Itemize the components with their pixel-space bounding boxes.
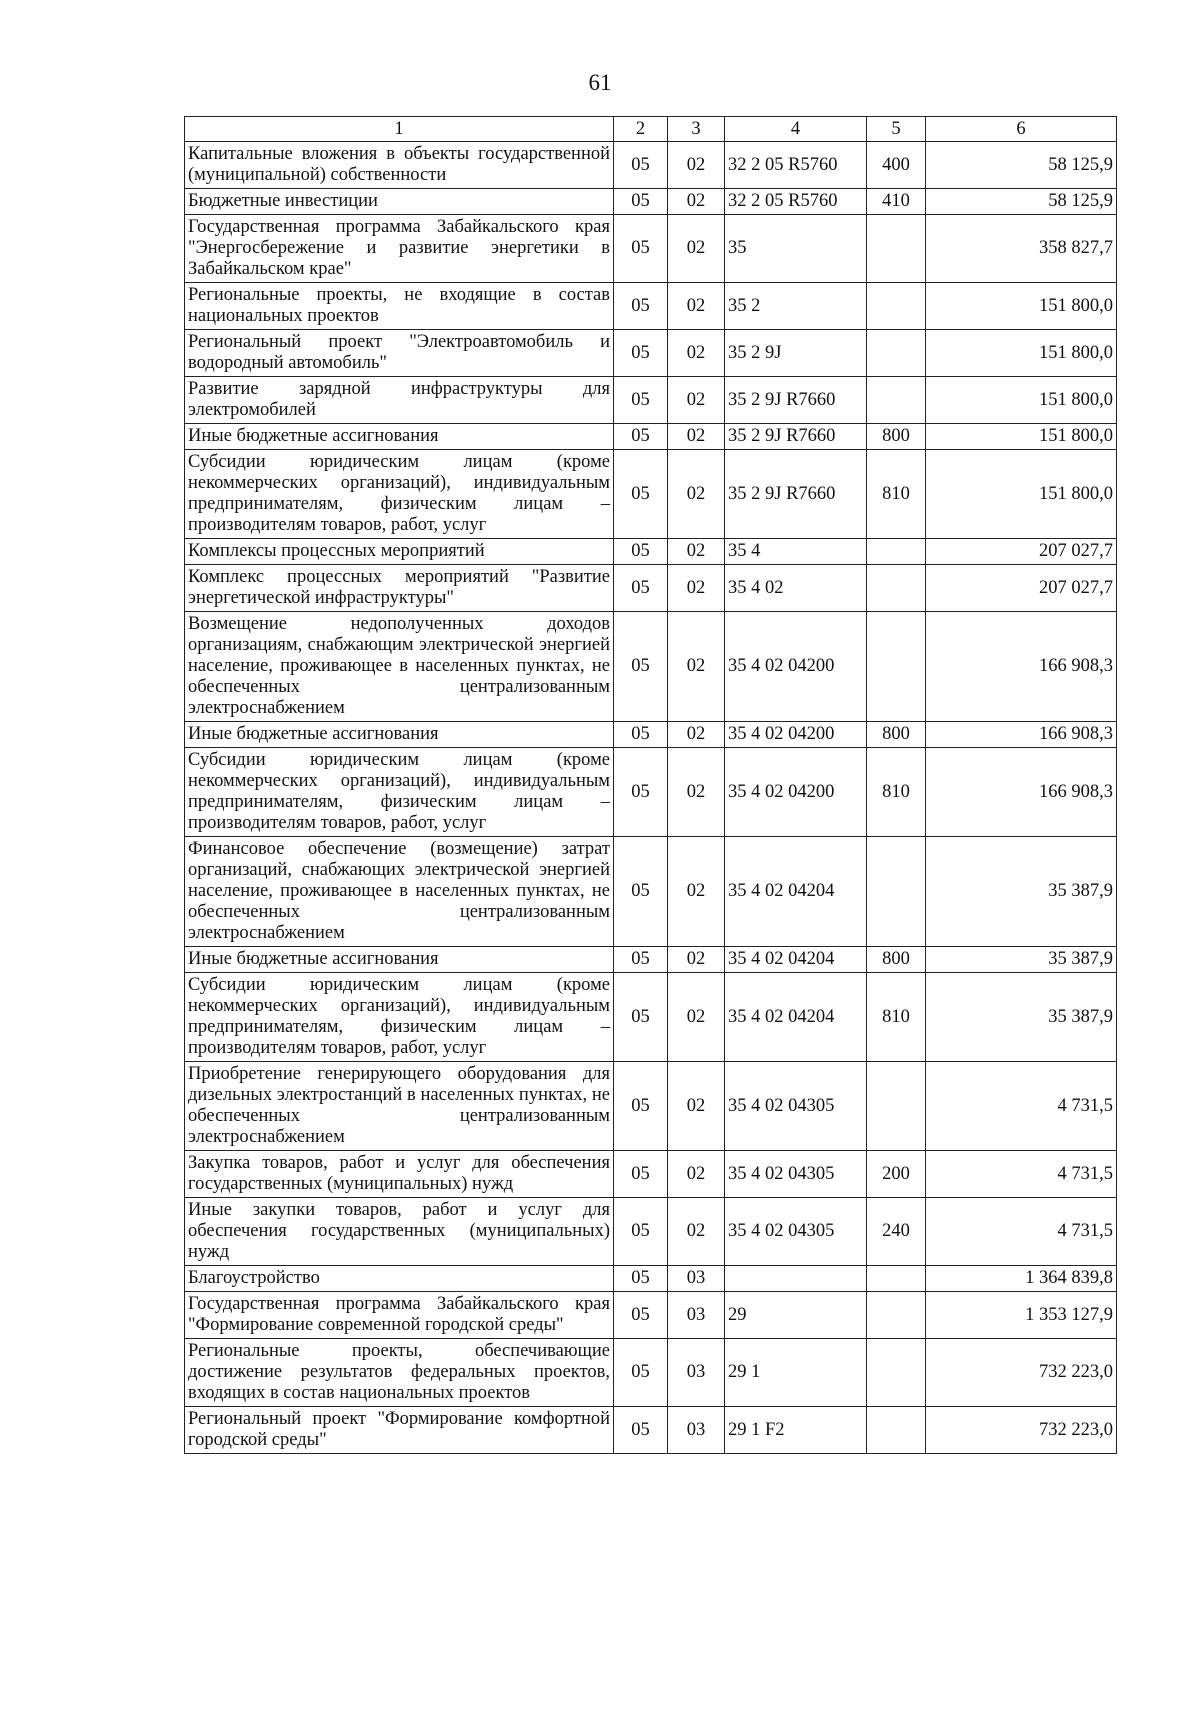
row-section-cell: 05	[614, 189, 668, 215]
row-expense-type-cell: 810	[867, 748, 926, 837]
table-row	[185, 1292, 1117, 1339]
table-row	[185, 330, 1117, 377]
row-target-article-cell: 35 4 02 04200	[725, 612, 867, 722]
row-expense-type-cell	[867, 1062, 926, 1151]
row-target-article-cell	[725, 1266, 867, 1292]
row-section-cell: 05	[614, 1407, 668, 1454]
row-name-cell: Иные бюджетные ассигнования	[185, 722, 614, 748]
row-amount-cell: 35 387,9	[926, 837, 1117, 947]
row-target-article-cell: 35 4 02 04200	[725, 748, 867, 837]
row-target-article-cell: 32 2 05 R5760	[725, 189, 867, 215]
table-row	[185, 1339, 1117, 1407]
row-expense-type-cell	[867, 1266, 926, 1292]
row-target-article-cell: 35 4 02 04204	[725, 947, 867, 973]
row-subsection-cell: 02	[668, 283, 725, 330]
table-row	[185, 1407, 1117, 1454]
row-subsection-cell: 02	[668, 973, 725, 1062]
row-amount-cell: 58 125,9	[926, 189, 1117, 215]
row-expense-type-cell	[867, 1292, 926, 1339]
table-row	[185, 539, 1117, 565]
row-section-cell: 05	[614, 837, 668, 947]
row-expense-type-cell	[867, 215, 926, 283]
row-amount-cell: 4 731,5	[926, 1151, 1117, 1198]
row-amount-cell: 1 364 839,8	[926, 1266, 1117, 1292]
table-row	[185, 142, 1117, 189]
column-header-target-article: 4	[725, 117, 867, 142]
column-header-name: 1	[185, 117, 614, 142]
page-number: 61	[588, 70, 612, 95]
column-header-section: 2	[614, 117, 668, 142]
row-name-cell: Закупка товаров, работ и услуг для обеспечения государственных (муниципальных) нужд	[185, 1151, 614, 1198]
row-section-cell: 05	[614, 330, 668, 377]
row-section-cell: 05	[614, 612, 668, 722]
row-subsection-cell: 02	[668, 215, 725, 283]
row-expense-type-cell	[867, 612, 926, 722]
row-section-cell: 05	[614, 1339, 668, 1407]
row-section-cell: 05	[614, 1151, 668, 1198]
row-expense-type-cell	[867, 377, 926, 424]
row-expense-type-cell	[867, 1407, 926, 1454]
row-target-article-cell: 35 4 02 04305	[725, 1198, 867, 1266]
row-expense-type-cell: 800	[867, 947, 926, 973]
row-subsection-cell: 02	[668, 142, 725, 189]
row-subsection-cell: 03	[668, 1266, 725, 1292]
row-name-cell: Государственная программа Забайкальского края "Формирование современной городской среды"	[185, 1292, 614, 1339]
row-subsection-cell: 03	[668, 1339, 725, 1407]
table-row	[185, 450, 1117, 539]
row-target-article-cell: 35 2 9J R7660	[725, 424, 867, 450]
row-amount-cell: 358 827,7	[926, 215, 1117, 283]
row-amount-cell: 166 908,3	[926, 612, 1117, 722]
row-section-cell: 05	[614, 215, 668, 283]
table-row	[185, 748, 1117, 837]
row-name-cell: Приобретение генерирующего оборудования для дизельных электростанций в населенных пунктах, не обеспеченных централизованным электроснабжением	[185, 1062, 614, 1151]
table-row	[185, 215, 1117, 283]
row-target-article-cell: 35 4 02 04305	[725, 1062, 867, 1151]
table-row	[185, 424, 1117, 450]
row-subsection-cell: 03	[668, 1407, 725, 1454]
row-name-cell: Комплексы процессных мероприятий	[185, 539, 614, 565]
row-expense-type-cell: 400	[867, 142, 926, 189]
row-target-article-cell: 35 4 02 04305	[725, 1151, 867, 1198]
row-name-cell: Региональные проекты, обеспечивающие достижение результатов федеральных проектов, входящих в состав национальных проектов	[185, 1339, 614, 1407]
row-section-cell: 05	[614, 1062, 668, 1151]
row-amount-cell: 166 908,3	[926, 748, 1117, 837]
row-target-article-cell: 35 4 02 04200	[725, 722, 867, 748]
row-name-cell: Региональный проект "Электроавтомобиль и водородный автомобиль"	[185, 330, 614, 377]
row-amount-cell: 35 387,9	[926, 973, 1117, 1062]
row-section-cell: 05	[614, 1266, 668, 1292]
row-expense-type-cell	[867, 330, 926, 377]
row-target-article-cell: 35 2 9J R7660	[725, 450, 867, 539]
row-target-article-cell: 35 4	[725, 539, 867, 565]
row-amount-cell: 151 800,0	[926, 450, 1117, 539]
row-amount-cell: 207 027,7	[926, 565, 1117, 612]
column-header-subsection: 3	[668, 117, 725, 142]
row-name-cell: Возмещение недополученных доходов организациям, снабжающим электрической энергией население, проживающее в населенных пунктах, не обеспеченных централизованным электроснабжением	[185, 612, 614, 722]
row-target-article-cell: 35 2 9J	[725, 330, 867, 377]
row-amount-cell: 207 027,7	[926, 539, 1117, 565]
table-row	[185, 612, 1117, 722]
row-section-cell: 05	[614, 424, 668, 450]
row-expense-type-cell	[867, 1339, 926, 1407]
row-name-cell: Бюджетные инвестиции	[185, 189, 614, 215]
row-subsection-cell: 02	[668, 837, 725, 947]
row-section-cell: 05	[614, 973, 668, 1062]
row-name-cell: Государственная программа Забайкальского края "Энергосбережение и развитие энергетики в Забайкальском крае"	[185, 215, 614, 283]
table-row	[185, 947, 1117, 973]
row-amount-cell: 58 125,9	[926, 142, 1117, 189]
row-section-cell: 05	[614, 1292, 668, 1339]
table-row	[185, 1062, 1117, 1151]
row-subsection-cell: 02	[668, 1062, 725, 1151]
row-name-cell: Иные бюджетные ассигнования	[185, 424, 614, 450]
column-header-amount: 6	[926, 117, 1117, 142]
header-row	[185, 117, 1117, 142]
row-amount-cell: 166 908,3	[926, 722, 1117, 748]
row-expense-type-cell	[867, 539, 926, 565]
row-target-article-cell: 32 2 05 R5760	[725, 142, 867, 189]
row-expense-type-cell: 410	[867, 189, 926, 215]
row-name-cell: Субсидии юридическим лицам (кроме некоммерческих организаций), индивидуальным предпринимателям, физическим лицам – производителям товаров, работ, услуг	[185, 450, 614, 539]
row-target-article-cell: 35 2 9J R7660	[725, 377, 867, 424]
row-subsection-cell: 02	[668, 1151, 725, 1198]
row-subsection-cell: 03	[668, 1292, 725, 1339]
table-row	[185, 283, 1117, 330]
row-section-cell: 05	[614, 947, 668, 973]
row-amount-cell: 4 731,5	[926, 1198, 1117, 1266]
table-body	[185, 142, 1117, 1454]
row-target-article-cell: 35	[725, 215, 867, 283]
row-expense-type-cell: 200	[867, 1151, 926, 1198]
row-name-cell: Иные закупки товаров, работ и услуг для обеспечения государственных (муниципальных) нужд	[185, 1198, 614, 1266]
row-expense-type-cell: 810	[867, 973, 926, 1062]
row-subsection-cell: 02	[668, 450, 725, 539]
row-subsection-cell: 02	[668, 565, 725, 612]
row-target-article-cell: 35 2	[725, 283, 867, 330]
row-name-cell: Благоустройство	[185, 1266, 614, 1292]
row-section-cell: 05	[614, 748, 668, 837]
row-amount-cell: 35 387,9	[926, 947, 1117, 973]
row-section-cell: 05	[614, 722, 668, 748]
row-section-cell: 05	[614, 1198, 668, 1266]
row-subsection-cell: 02	[668, 330, 725, 377]
row-name-cell: Иные бюджетные ассигнования	[185, 947, 614, 973]
row-subsection-cell: 02	[668, 612, 725, 722]
row-section-cell: 05	[614, 142, 668, 189]
table-row	[185, 722, 1117, 748]
row-subsection-cell: 02	[668, 377, 725, 424]
row-expense-type-cell	[867, 837, 926, 947]
table-header	[185, 117, 1117, 142]
row-subsection-cell: 02	[668, 947, 725, 973]
row-subsection-cell: 02	[668, 1198, 725, 1266]
row-target-article-cell: 29 1	[725, 1339, 867, 1407]
row-name-cell: Комплекс процессных мероприятий "Развитие энергетической инфраструктуры"	[185, 565, 614, 612]
table-row	[185, 1151, 1117, 1198]
row-subsection-cell: 02	[668, 748, 725, 837]
row-expense-type-cell: 800	[867, 424, 926, 450]
table-row	[185, 973, 1117, 1062]
table-row	[185, 565, 1117, 612]
row-name-cell: Региональные проекты, не входящие в состав национальных проектов	[185, 283, 614, 330]
row-amount-cell: 4 731,5	[926, 1062, 1117, 1151]
row-subsection-cell: 02	[668, 189, 725, 215]
row-amount-cell: 151 800,0	[926, 424, 1117, 450]
row-name-cell: Капитальные вложения в объекты государственной (муниципальной) собственности	[185, 142, 614, 189]
row-name-cell: Финансовое обеспечение (возмещение) затрат организаций, снабжающих электрической энергией население, проживающее в населенных пунктах, не обеспеченных централизованным электроснабжением	[185, 837, 614, 947]
row-amount-cell: 151 800,0	[926, 330, 1117, 377]
row-amount-cell: 151 800,0	[926, 283, 1117, 330]
row-name-cell: Региональный проект "Формирование комфортной городской среды"	[185, 1407, 614, 1454]
row-subsection-cell: 02	[668, 424, 725, 450]
budget-table	[184, 116, 1117, 1454]
table-row	[185, 1198, 1117, 1266]
row-expense-type-cell: 800	[867, 722, 926, 748]
row-section-cell: 05	[614, 377, 668, 424]
table-row	[185, 837, 1117, 947]
row-subsection-cell: 02	[668, 539, 725, 565]
table-row	[185, 1266, 1117, 1292]
row-target-article-cell: 35 4 02	[725, 565, 867, 612]
row-expense-type-cell: 240	[867, 1198, 926, 1266]
row-section-cell: 05	[614, 283, 668, 330]
row-name-cell: Субсидии юридическим лицам (кроме некоммерческих организаций), индивидуальным предпринимателям, физическим лицам – производителям товаров, работ, услуг	[185, 973, 614, 1062]
column-header-expense-type: 5	[867, 117, 926, 142]
row-name-cell: Субсидии юридическим лицам (кроме некоммерческих организаций), индивидуальным предпринимателям, физическим лицам – производителям товаров, работ, услуг	[185, 748, 614, 837]
row-expense-type-cell: 810	[867, 450, 926, 539]
row-expense-type-cell	[867, 565, 926, 612]
table-row	[185, 189, 1117, 215]
row-name-cell: Развитие зарядной инфраструктуры для электромобилей	[185, 377, 614, 424]
row-section-cell: 05	[614, 539, 668, 565]
row-amount-cell: 732 223,0	[926, 1407, 1117, 1454]
table-row	[185, 377, 1117, 424]
row-amount-cell: 151 800,0	[926, 377, 1117, 424]
row-target-article-cell: 29 1 F2	[725, 1407, 867, 1454]
row-section-cell: 05	[614, 565, 668, 612]
row-expense-type-cell	[867, 283, 926, 330]
row-target-article-cell: 29	[725, 1292, 867, 1339]
row-amount-cell: 732 223,0	[926, 1339, 1117, 1407]
row-target-article-cell: 35 4 02 04204	[725, 973, 867, 1062]
row-subsection-cell: 02	[668, 722, 725, 748]
row-amount-cell: 1 353 127,9	[926, 1292, 1117, 1339]
row-section-cell: 05	[614, 450, 668, 539]
row-target-article-cell: 35 4 02 04204	[725, 837, 867, 947]
